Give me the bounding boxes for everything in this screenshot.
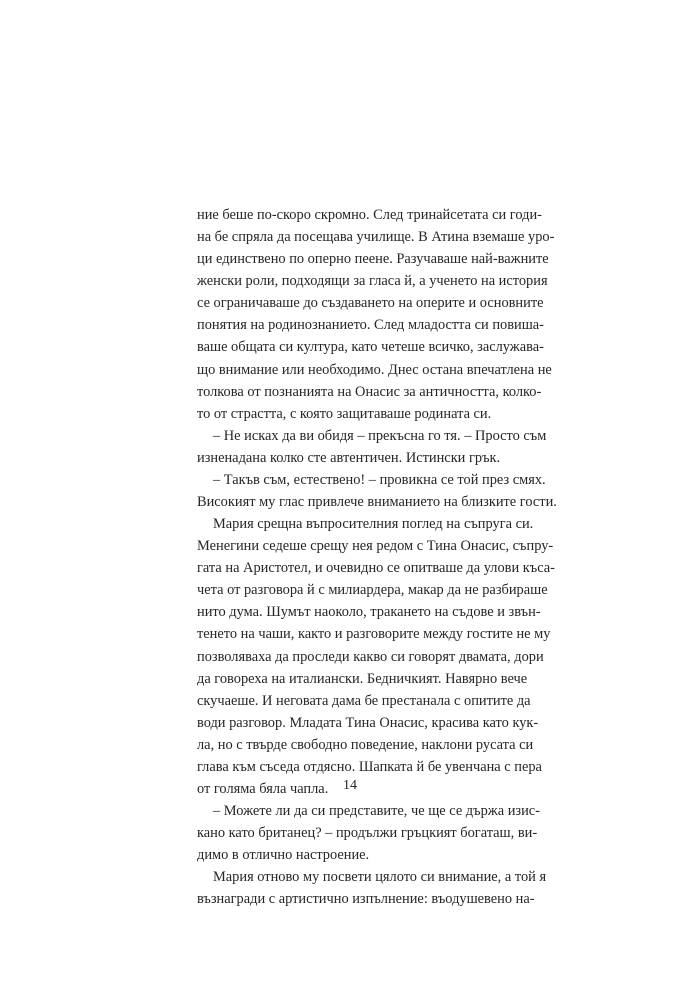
text-line: толкова от познанията на Онасис за античността, колко- [197, 383, 542, 400]
text-line: да говореха на италиански. Бедничкият. Навярно вече [197, 670, 528, 687]
text-line: от голяма бяла чапла. [197, 781, 329, 798]
text-line: изненадана колко сте автентичен. Истински грък. [197, 449, 501, 466]
text-line: ци единствено по оперно пеене. Разучаваше най-важните [197, 251, 549, 268]
text-line: възнагради с артистично изпълнение: въодушевено на- [197, 891, 535, 908]
text-line: що внимание или необходимо. Днес остана впечатлена не [197, 361, 552, 378]
text-line: женски роли, подходящи за гласа й, а ученето на история [197, 273, 548, 290]
text-line: позволяваха да проследи какво си говорят двамата, дори [197, 648, 544, 665]
text-line: води разговор. Младата Тина Онасис, красива като кук- [197, 714, 539, 731]
text-line: кано като британец? – продължи гръцкият богаташ, ви- [197, 825, 538, 842]
text-line: ние беше по-скоро скромно. След тринайсетата си годи- [197, 207, 542, 223]
body-text [197, 204, 557, 911]
text-line: гата на Аристотел, и очевидно се опитваше да улови къса- [197, 560, 555, 577]
text-line: то от страстта, с която защитаваше родината си. [197, 405, 492, 422]
text-line: Мария срещна въпросителния поглед на съпруга си. [213, 516, 534, 533]
text-line: Менегини седеше срещу нея редом с Тина Онасис, съпру- [197, 538, 554, 555]
text-line: понятия на родинознанието. След младостта си повиша- [197, 317, 544, 334]
text-line: ваше общата си култура, като четеше всичко, заслужава- [197, 339, 544, 356]
text-line: – Не исках да ви обидя – прекъсна го тя. – Просто съм [213, 427, 547, 444]
text-line: тенето на чаши, както и разговорите между гостите не му [197, 626, 551, 643]
text-line: димо в отлично настроение. [197, 847, 370, 864]
text-line: на бе спряла да посещава училище. В Атина вземаше уро- [197, 229, 555, 246]
text-line: – Можете ли да си представите, че ще се държа изис- [213, 803, 540, 820]
text-line: скучаеше. И неговата дама бе престанала с опитите да [197, 692, 531, 709]
text-line: – Такъв съм, естествено! – провикна се той през смях. [213, 471, 546, 488]
text-line: Високият му глас привлече вниманието на близките гости. [197, 494, 557, 511]
page-number: 14 [343, 778, 357, 793]
text-line: се ограничаваше до създаването на оперите и основните [197, 295, 544, 312]
text-line: нито дума. Шумът наоколо, тракането на съдове и звън- [197, 604, 541, 621]
text-line: ла, но с твърде свободно поведение, наклони русата си [197, 736, 534, 753]
text-line: Мария отново му посвети цялото си внимание, а той я [213, 869, 547, 886]
text-line: чета от разговора й с милиардера, макар да не разбираше [197, 582, 548, 599]
text-line: глава към съседа отдясно. Шапката й бе увенчана с пера [197, 758, 542, 775]
